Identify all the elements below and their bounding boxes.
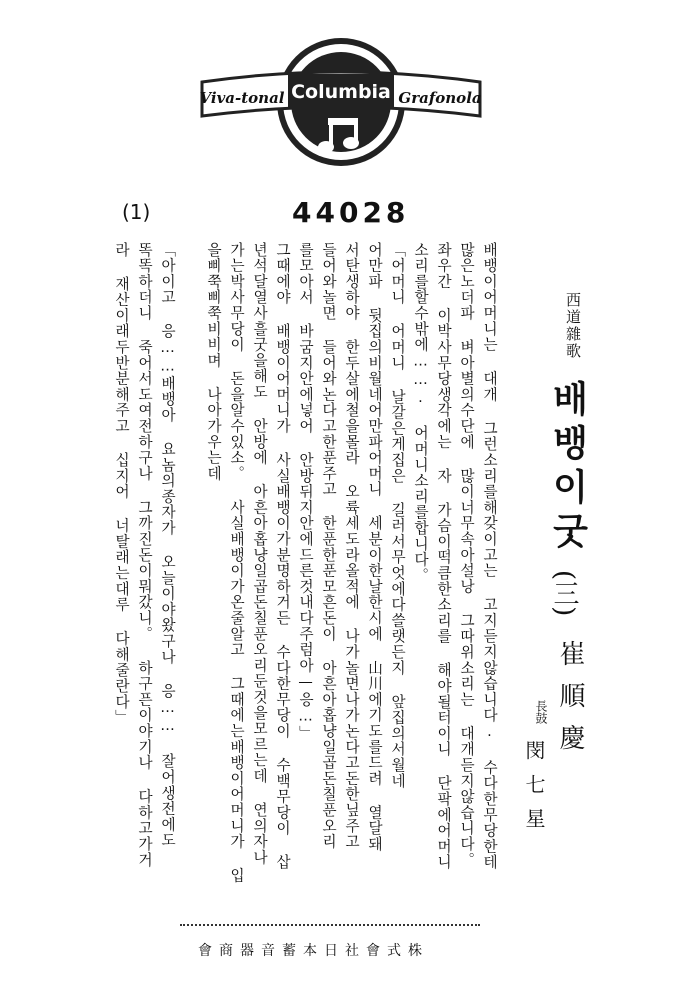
- drum-label: 長鼓: [534, 700, 548, 724]
- logo-right-text: Grafonola: [398, 89, 482, 107]
- lyric-line: 좌우간 이박사무당생각에는 자 가슴이떡큼한소리를 해야될터이니 단팍에어머니: [435, 242, 452, 871]
- lyric-line: 어만파 뒷집의비월네어만파어머니 세분이한날한시에 山川에기도를드려 열달돼: [366, 242, 383, 852]
- lyric-line: 을삐쭉삐쭉비비며 나아가우는데: [205, 242, 222, 482]
- song-title: 배뱅이굿: [547, 380, 588, 556]
- lyric-line: 년석달열사흘굿을해도 안방에 아흔아홉냥일곱돈칠푼오리둔것을모르는데 연의자나: [251, 242, 268, 866]
- lyric-line: 「아이고 응……배뱅아 요놈의종자가 오늘이야왔구나 응…… 잘어생전에도: [159, 242, 176, 849]
- genre-label: 西道雜歌: [564, 292, 582, 360]
- singer-name: 崔順慶: [555, 640, 585, 766]
- part-number: (三): [549, 570, 579, 617]
- lyric-line: 들어와놀면 들어와논다고한푼주고 한푼한푼모흔돈이 아흔아홉냥일곱돈칠푼오리: [320, 242, 337, 850]
- lyric-line: 똑똑하더니 죽어서도여전하구나 그까진돈이뭐갔니。 하구픈이야기나 다하고가거: [136, 242, 153, 868]
- drummer-name: 閔七星: [522, 740, 546, 842]
- lyric-line: 를모아서 바굼지안에넣어 안방뒤지안에드른것내다주럼아—응…」: [297, 242, 314, 742]
- logo-center-text: Columbia: [291, 81, 391, 103]
- lyric-line: 가는박사무당이 돈을알수있소。 사실배뱅이가온줄알고 그때에는배뱅이어머니가 입: [228, 242, 245, 884]
- side-number: (1): [122, 200, 151, 224]
- lyric-line: 많은노더파 벼아별의수단에 많이너무속아설낭 그따위소리는 대개듣지않습니다。: [458, 242, 475, 868]
- lyric-line: 배뱅이어머니는 대개 그런소리를해갖이고는 고지듣지않습니다. 수다한무당한테: [481, 242, 498, 871]
- lyric-line: 라 재산이래두반분해주고 십지어 너탈래는대루 다해줄란다」: [113, 242, 130, 726]
- logo-left-text: Viva-tonal: [199, 89, 285, 107]
- publisher-name: 株式會社日本蓄音器商會: [198, 943, 429, 959]
- lyric-line: 서탄생하야 한두살에철을몰라 오륙세도라올적에 나가놀면나가논다고돈한닢주고: [343, 242, 360, 850]
- footer-divider: [180, 924, 480, 926]
- lyric-line: 소리를할수밖에……. 어머니소리를합니다。: [412, 242, 429, 584]
- catalog-number: 44028: [292, 196, 410, 229]
- lyric-line: 그때에야 배뱅이어머니가 사실배뱅이가분명하거든 수다한무당이 수백무당이 삽: [274, 242, 291, 871]
- columbia-logo: [196, 36, 486, 168]
- lyric-line: 「어머니 어머니 날갈은게집은 길러서무엇에다쓸랫든지 앞집의서월네: [389, 242, 406, 789]
